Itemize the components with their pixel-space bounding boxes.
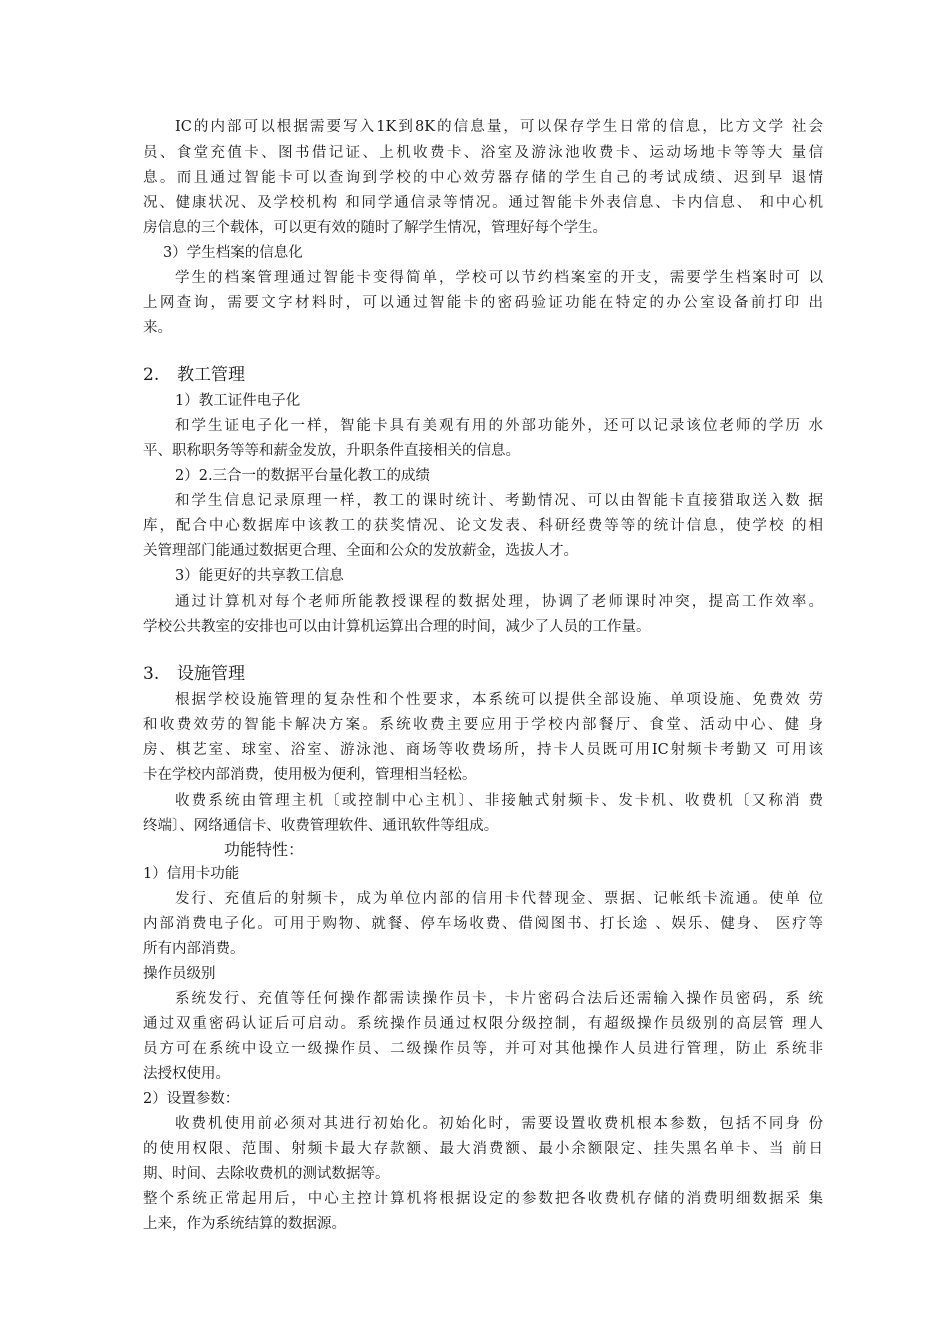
paragraph-line: 库，配合中心数据库中该教工的获奖情况、论文发表、科研经费等等的统计信息，使学校 的相 bbox=[143, 518, 823, 534]
paragraph-line: 上网查询，需要文字材料时，可以通过智能卡的密码验证功能在特定的办公室设备前打印 出 bbox=[143, 295, 823, 311]
paragraph-line: 法授权使用。 bbox=[143, 1066, 230, 1082]
subheading: 2）设置参数： bbox=[143, 1091, 240, 1107]
paragraph-line: 学生的档案管理通过智能卡变得简单，学校可以节约档案室的开支，需要学生档案时可 以 bbox=[175, 270, 823, 286]
paragraph-line: 通过双重密码认证后可启动。系统操作员通过权限分级控制，有超级操作员级别的高层管 理人 bbox=[143, 1016, 823, 1032]
features-heading: 功能特性： bbox=[224, 840, 305, 859]
paragraph-line: 息。而且通过智能卡可以查询到学校的中心效劳器存储的学生自己的考试成绩、迟到早 退情 bbox=[143, 170, 823, 186]
paragraph-line: 所有内部消费。 bbox=[143, 941, 245, 957]
paragraph-line: 关管理部门能通过数据更合理、全面和公众的发放薪金，选拔人才。 bbox=[143, 543, 578, 559]
paragraph-line: 上来，作为系统结算的数据源。 bbox=[143, 1216, 346, 1232]
paragraph-line: 平、职称职务等等和薪金发放，升职条件直接相关的信息。 bbox=[143, 443, 520, 459]
paragraph-line: 期、时间、去除收费机的测试数据等。 bbox=[143, 1166, 390, 1182]
subheading: 3）学生档案的信息化 bbox=[163, 245, 303, 261]
paragraph-line: 收费机使用前必须对其进行初始化。初始化时，需要设置收费机根本参数，包括不同身 份 bbox=[175, 1116, 823, 1132]
paragraph-line: 房信息的三个载体，可以更有效的随时了解学生情况，管理好每个学生。 bbox=[143, 220, 607, 236]
paragraph-line: IC的内部可以根据需要写入1K到8K的信息量，可以保存学生日常的信息，比方文学 社会 bbox=[175, 119, 823, 135]
paragraph-line: 通过计算机对每个老师所能教授课程的数据处理，协调了老师课时冲突，提高工作效率。 bbox=[175, 594, 823, 610]
paragraph-line: 房、棋艺室、球室、浴室、游泳池、商场等收费场所，持卡人员既可用IC射频卡考勤又 可用该 bbox=[143, 742, 823, 758]
section-title: 教工管理 bbox=[177, 365, 245, 385]
paragraph-line: 和学生证电子化一样，智能卡具有美观有用的外部功能外，还可以记录该位老师的学历 水 bbox=[175, 418, 823, 434]
paragraph-line: 况、健康状况、及学校机构 和同学通信录等情况。通过智能卡外表信息、卡内信息、 和中心机 bbox=[143, 195, 823, 211]
paragraph-line: 和收费效劳的智能卡解决方案。系统收费主要应用于学校内部餐厅、食堂、活动中心、健 身 bbox=[143, 717, 823, 733]
paragraph-line: 卡在学校内部消费，使用极为便利，管理相当轻松。 bbox=[143, 767, 477, 783]
paragraph-line: 来。 bbox=[143, 320, 172, 336]
section-heading-2 bbox=[143, 362, 245, 388]
paragraph-line: 员、食堂充值卡、图书借记证、上机收费卡、浴室及游泳池收费卡、运动场地卡等等大 量信 bbox=[143, 145, 823, 161]
paragraph-line: 学校公共教室的安排也可以由计算机运算出合理的时间，减少了人员的工作量。 bbox=[143, 619, 651, 635]
paragraph-line: 收费系统由管理主机〔或控制中心主机〕、非接触式射频卡、发卡机、收费机〔又称消 费 bbox=[175, 793, 823, 809]
paragraph-line: 系统发行、充值等任何操作都需读操作员卡，卡片密码合法后还需输入操作员密码，系 统 bbox=[175, 991, 823, 1007]
paragraph-line: 内部消费电子化。可用于购物、就餐、停车场收费、借阅图书、打长途 、娱乐、健身、 医疗等 bbox=[143, 916, 823, 932]
paragraph-line: 员方可在系统中设立一级操作员、二级操作员等，并可对其他操作人员进行管理，防止 系统非 bbox=[143, 1041, 823, 1057]
paragraph-line: 发行、充值后的射频卡，成为单位内部的信用卡代替现金、票据、记帐纸卡流通。使单 位 bbox=[175, 891, 823, 907]
paragraph-line: 根据学校设施管理的复杂性和个性要求，本系统可以提供全部设施、单项设施、免费效 劳 bbox=[175, 692, 823, 708]
paragraph-line: 整个系统正常起用后，中心主控计算机将根据设定的参数把各收费机存储的消费明细数据采 集 bbox=[143, 1191, 823, 1207]
subheading: 操作员级别 bbox=[143, 966, 216, 982]
subheading: 3）能更好的共享教工信息 bbox=[175, 568, 344, 584]
section-number: 3. bbox=[143, 664, 160, 684]
paragraph-line: 终端〕、网络通信卡、收费管理软件、通讯软件等组成。 bbox=[143, 818, 499, 834]
paragraph-line: 和学生信息记录原理一样，教工的课时统计、考勤情况、可以由智能卡直接猎取送入数 据 bbox=[175, 493, 823, 509]
subheading: 1）信用卡功能 bbox=[143, 866, 240, 882]
section-number: 2. bbox=[143, 365, 160, 385]
section-heading-3 bbox=[143, 661, 245, 687]
subheading: 1）教工证件电子化 bbox=[175, 393, 301, 409]
paragraph-line: 的使用权限、范围、射频卡最大存款额、最大消费额、最小余额限定、挂失黑名单卡、当 前日 bbox=[143, 1141, 823, 1157]
section-title: 设施管理 bbox=[177, 664, 245, 684]
subheading: 2）2.三合一的数据平台量化教工的成绩 bbox=[175, 468, 431, 484]
